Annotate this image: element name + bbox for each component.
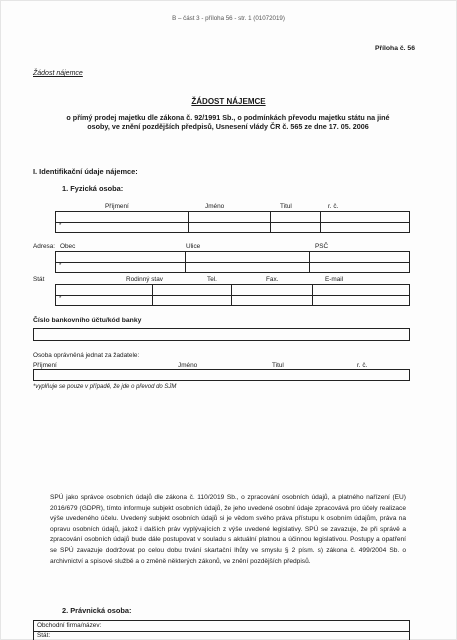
- label-first-name: Jméno: [205, 203, 225, 210]
- label-postcode: PSČ: [315, 243, 329, 250]
- label-municipality: Obec: [60, 243, 76, 250]
- label-auth-title: Titul: [272, 362, 284, 369]
- contact-table[interactable]: [55, 284, 410, 306]
- authorized-person-field[interactable]: [33, 369, 410, 381]
- gdpr-notice: SPÚ jako správce osobních údajů dle zákona č. 110/2019 Sb., o zpracování osobních údajů, a platného nařízení (EU) 2016/679 (GDPR), tímto informuje subjekt osobních údajů, že jeho uvedené osobní údaje zpracovává pro účely realizace výše uvedeného účelu. Uvedený subjekt osobních údajů si je vědom svého práva přístupu k osobním údajům, práva na opravu osobních údajů, jakož i dalších práv vyplývajících z výše uvedené legislativy. SPÚ se zavazuje, že při správě a zpracování osobních údajů bude dále postupovat v souladu s aktuální platnou a účinnou legislativou. Postupy a opatření se SPÚ zavazuje dodržovat po celou dobu trvání skartační lhůty ve smyslu § 2 písm. s) zákona č. 499/2004 Sb. o archivnictví a spisové službě a o změně některých zákonů, ve znění pozdějších předpisů.: [50, 494, 406, 565]
- label-company-name: Obchodní firma/název:: [37, 622, 102, 629]
- legal-person-table[interactable]: [33, 620, 410, 640]
- label-company-state: Stát:: [37, 632, 51, 639]
- label-street: Ulice: [186, 243, 201, 250]
- sjm-marker: *: [59, 296, 62, 302]
- label-auth-birth-number: r. č.: [357, 362, 368, 369]
- authorized-person-label: Osoba oprávněná jednat za žadatele:: [33, 352, 140, 359]
- form-reference: Žádost nájemce: [33, 70, 83, 77]
- sjm-marker: *: [59, 223, 62, 229]
- label-address: Adresa:: [33, 243, 56, 250]
- label-auth-surname: Příjmení: [33, 362, 57, 369]
- label-birth-number: r. č.: [328, 203, 339, 210]
- section-1-heading: I. Identifikační údaje nájemce:: [33, 167, 138, 176]
- label-marital-status: Rodinný stav: [126, 276, 163, 283]
- label-surname: Příjmení: [105, 203, 129, 210]
- label-title: Titul: [280, 203, 292, 210]
- sjm-footnote: *vyplňuje se pouze v případě, že jde o převod do SJM: [33, 384, 177, 390]
- label-phone: Tel.: [207, 276, 217, 283]
- natural-person-heading: 1. Fyzická osoba:: [62, 184, 124, 193]
- bank-account-field[interactable]: [33, 328, 410, 341]
- page-header: B – část 3 - příloha 56 - str. 1 (01072019): [172, 15, 285, 22]
- label-fax: Fax.: [266, 276, 279, 283]
- sjm-marker: *: [59, 263, 62, 269]
- legal-person-heading: 2. Právnická osoba:: [62, 606, 132, 615]
- form-title: ŽÁDOST NÁJEMCE: [191, 97, 266, 106]
- label-auth-first-name: Jméno: [178, 362, 198, 369]
- attachment-number: Příloha č. 56: [374, 45, 415, 52]
- bank-account-label: Číslo bankovního účtu/kód banky: [33, 317, 142, 324]
- form-subtitle: o přímý prodej majetku dle zákona č. 92/1991 Sb., o podmínkách převodu majetku státu na jiné osoby, ve znění pozdějších předpisů, Usnesení vlády ČR č. 565 ze dne 17. 05. 2006: [66, 113, 390, 132]
- address-table[interactable]: [55, 251, 410, 273]
- label-email: E-mail: [325, 276, 344, 283]
- name-table[interactable]: [55, 211, 410, 233]
- label-state: Stát: [33, 276, 45, 283]
